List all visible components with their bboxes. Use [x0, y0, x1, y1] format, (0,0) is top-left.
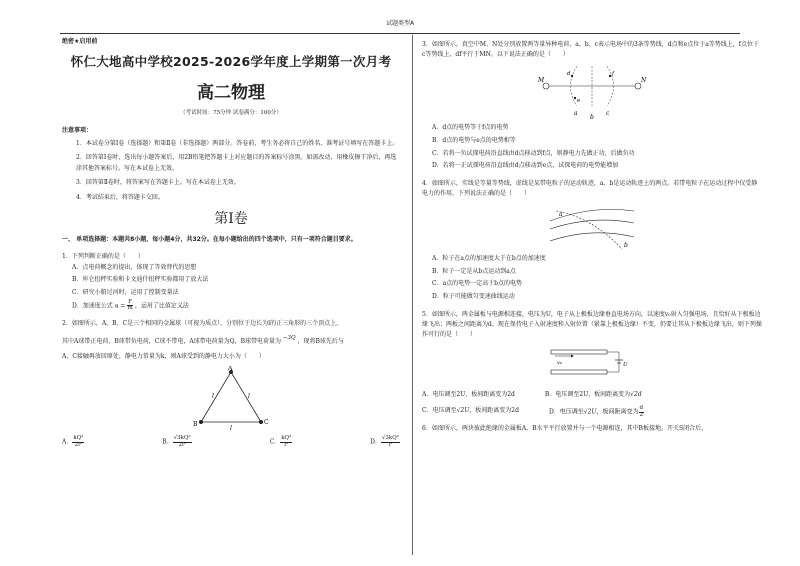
label-v0: v₀ — [557, 360, 562, 367]
charge-c-dot — [259, 420, 263, 424]
q5-options-row1 — [422, 390, 762, 400]
question-4 — [422, 179, 762, 304]
notes-title: 注意事项： — [62, 127, 93, 135]
trajectory-figure — [542, 203, 642, 253]
label-d: d — [567, 71, 571, 78]
stem-text: 其中A球带正电荷，B球带负电荷，C球不带电，A球带电荷量为Q，B球带电荷量为 — [62, 337, 281, 345]
charge-value: −3Q — [282, 334, 296, 341]
question-6 — [422, 424, 762, 434]
option-b: B．电压调至2U，板间距离变为√2d — [544, 391, 642, 399]
option-b: B．d点的电势与e点的电势相等 — [432, 136, 516, 144]
label-c: c — [606, 110, 610, 118]
label-c: C — [264, 419, 269, 427]
label-b: b — [624, 242, 628, 250]
question-1 — [62, 252, 400, 313]
option-c: C．电压调至√2U，板间距离变为2d — [422, 407, 519, 415]
fraction-numerator: F — [128, 298, 132, 305]
question-stem: A、C接触再放回原处，静电力常量为k，则A球受到的静电力大小为（ ） — [62, 352, 265, 360]
triangle-figure — [186, 366, 276, 432]
q2-options — [62, 436, 400, 448]
option-d-suffix: ，运用了比值定义法 — [134, 302, 189, 310]
option-d: D．电压调至√2U，板间距离变为 $\frac{d}{2}$ — [548, 405, 644, 418]
option-c: C．研究小船过河时，运用了控制变量法 — [72, 288, 179, 296]
question-stem — [62, 334, 400, 347]
question-stem: 4．如图所示，实线是等量等势线，虚线是某带电粒子的运动轨迹，a、b是运动轨迹上的两点。若带电粒子在运动过程中仅受静电力的作用，下列说法正确的是（ ） — [422, 179, 758, 197]
label-f: f — [612, 71, 615, 78]
question-stem: 5．如图所示，两金属板与电源相连接，电压为U，电子从上极板边缘垂直电场方向，以速度v₀射入匀强电场，且恰好从下极板边缘飞出；两板之间距离为d。现在保持电子入射速度和入射位置（紧靠上极板边缘）不变，仍要让其从下极板边缘飞出，则下列操作可行的是（ ） — [422, 310, 762, 338]
subject-title: 高二物理 — [197, 83, 265, 104]
q5-options-row2 — [422, 406, 762, 418]
option-d-prefix: D．加速度公式 — [72, 302, 113, 310]
option-a: A． $\frac{\text{kQ²}}{\text{2l²}}$ — [62, 435, 84, 448]
option-c: C． $\frac{\text{kQ²}}{\text{l²}}$ — [269, 435, 292, 448]
header-rule — [60, 33, 740, 34]
label-b: B — [193, 421, 198, 429]
label-e: e — [577, 98, 581, 105]
label-b: b — [590, 114, 594, 122]
question-stem: 6．如图所示，两块彼此绝缘的金属板A、B水平平行放置并与一个电源相连，其中B板接地。开关S闭合后， — [422, 425, 708, 433]
note-item: 4．考试结束后，将答题卡交回。 — [76, 193, 164, 201]
exam-type-header: 试题类型A — [385, 20, 415, 27]
option-d — [72, 300, 400, 313]
section-heading: 一、 单项选择题：本题共8小题，每小题4分，共32分。在每小题给出的四个选项中，只有一项符合题目要求。 — [62, 235, 357, 243]
option-b: B．粒子一定是从b点运动到a点 — [432, 267, 516, 275]
option-a: A．d点的电势等于f点的电势 — [432, 124, 509, 132]
question-5 — [422, 310, 762, 419]
fraction-denominator: m — [127, 305, 133, 312]
side-label: l — [212, 393, 214, 401]
formula-fraction — [127, 300, 133, 312]
option-b: B．库仑扭秤实验和卡文迪什扭秤实验都用了放大法 — [72, 276, 209, 284]
side-label: l — [230, 425, 232, 433]
option-d: D．粒子可能做匀变速曲线运动 — [432, 292, 515, 300]
volume-heading: 第Ⅰ卷 — [214, 211, 248, 228]
label-a: A — [228, 366, 233, 373]
note-item: 1．本试卷分第Ⅰ卷（选择题）和第Ⅱ卷（非选择题）两部分。答卷前，考生务必将自己的姓名、准考证号填写在答题卡上。 — [76, 139, 399, 147]
question-3 — [422, 40, 762, 173]
option-d: D． $\frac{\text{√3kQ²}}{\text{l²}}$ — [370, 435, 399, 448]
column-divider — [412, 35, 413, 555]
option-a: A．电压调至2U，板间距离变为2d — [422, 391, 515, 399]
left-column — [62, 38, 400, 448]
stem-text: ，现将B球先后与 — [297, 337, 344, 345]
question-stem: 2．如图所示，A、B、C是三个相同的金属球（可视为质点），分别位于边长为l的正三角形的三个顶点上， — [62, 319, 343, 327]
note-item: 3．回答第Ⅱ卷时，将答案写在答题卡上。写在本试卷上无效。 — [76, 179, 240, 187]
label-a: a — [559, 211, 563, 219]
option-a: A．粒子在a点的加速度大于在b点的加速度 — [432, 255, 546, 263]
option-a: A．点电荷概念的提出，体现了等效替代的思想 — [72, 263, 197, 271]
capacitor-figure — [547, 344, 637, 384]
option-c: C．若将一负试探电荷沿直线由d点移动到f点，则静电力先做正功，后做负功 — [432, 149, 635, 157]
label-n: N — [641, 77, 647, 85]
side-label: l — [248, 393, 250, 401]
label-a: a — [574, 110, 578, 118]
note-item: 2．回答第Ⅰ卷时，选出每小题答案后，用2B铅笔把答题卡上对应题目的答案标号涂黑。如需改动，用橡皮擦干净后，再选涂其他答案标号。写在本试卷上无效。 — [76, 154, 397, 172]
option-d: D．若将一正试探电荷沿直线由d点移动到e点，试探电荷的电势能增加 — [432, 162, 619, 170]
option-b: B． $\frac{\text{√3kQ²}}{\text{2l²}}$ — [162, 435, 191, 448]
confidential-mark: 绝密★启用前 — [62, 38, 98, 45]
question-2 — [62, 319, 400, 449]
charge-b-dot — [199, 420, 203, 424]
formula-lhs: a = — [114, 302, 126, 310]
label-m: M — [538, 77, 545, 85]
school-title: 怀仁大地高中学校2025-2026学年度上学期第一次月考 — [70, 53, 392, 69]
right-column — [422, 38, 762, 434]
time-info: （考试时间：75分钟 试卷满分：100分） — [180, 110, 282, 117]
label-u: U — [623, 362, 628, 369]
question-stem: 1．下列判断正确的是（ ） — [62, 252, 144, 260]
option-c: C．a点的电势一定高于b点的电势 — [432, 280, 523, 288]
equipotential-figure — [532, 64, 652, 122]
question-stem: 3．如图所示，真空中M、N处分别放置两等量异种电荷，a、b、c表示电场中的3条等势线，d点和e点位于a等势线上，f点位于c等势线上，df平行于MN。以下说法正确的是（ ） — [422, 41, 759, 59]
